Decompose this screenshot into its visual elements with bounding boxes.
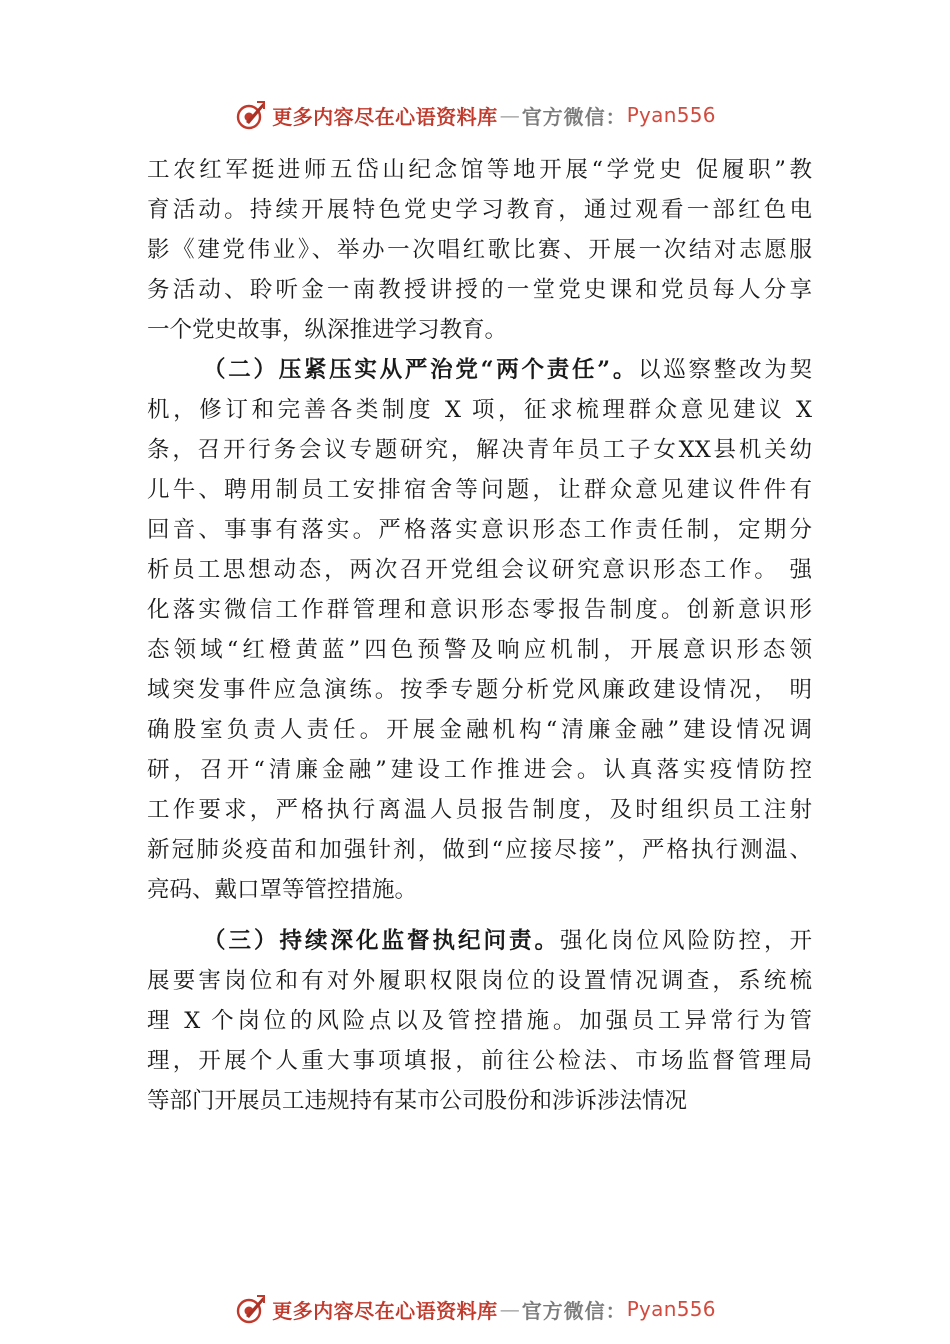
text-line: 化落实微信工作群管理和意识形态零报告制度。创新意识形: [147, 597, 812, 623]
text-line: 确股室负责人责任。开展金融机构“清廉金融”建设情况调: [147, 717, 812, 743]
text-line: 一个党史故事，纵深推进学习教育。: [147, 317, 508, 343]
text-line: 态领域“红橙黄蓝”四色预警及响应机制，开展意识形态领: [147, 637, 812, 663]
text-line: 析员工思想动态，两次召开党组会议研究意识形态工作。 强: [147, 557, 812, 583]
banner-official: 官方微信：: [521, 1298, 627, 1323]
paragraph-3: [147, 921, 812, 1121]
paragraph-2: [147, 350, 812, 910]
text-line: 机，修订和完善各类制度 X 项，征求梳理群众意见建议 X: [147, 397, 812, 423]
text-span: 强化岗位风险防控，开: [559, 928, 812, 954]
logo-icon: [234, 98, 268, 132]
logo-icon: [234, 1292, 268, 1326]
text-line: 等部门开展员工违规持有某市公司股份和涉诉涉法情况: [147, 1088, 688, 1114]
footer-banner: [0, 1289, 950, 1329]
text-line: [147, 350, 812, 390]
text-line: 新冠肺炎疫苗和加强针剂，做到“应接尽接”，严格执行测温、: [147, 837, 812, 863]
text-line: 亮码、戴口罩等管控措施。: [147, 877, 418, 903]
banner-text: 更多内容尽在心语资料库: [272, 1298, 498, 1323]
section-heading-2: （二）压紧压实从严治党“两个责任”。: [203, 357, 639, 383]
banner-handle: Pyan556: [626, 103, 716, 127]
banner-dash: —: [499, 103, 520, 127]
text-span: 以巡察整改为契: [638, 357, 812, 383]
text-line: 理，开展个人重大事项填报，前往公检法、市场监督管理局: [147, 1048, 812, 1074]
document-body: [147, 150, 812, 1121]
text-line: 务活动、聆听金一南教授讲授的一堂党史课和党员每人分享: [147, 277, 812, 303]
banner-handle: Pyan556: [626, 1297, 716, 1321]
header-banner: [0, 95, 950, 135]
text-line: 工作要求，严格执行离温人员报告制度，及时组织员工注射: [147, 797, 812, 823]
banner-official: 官方微信：: [521, 104, 627, 129]
text-line: 展要害岗位和有对外履职权限岗位的设置情况调查，系统梳: [147, 968, 812, 994]
banner-dash: —: [499, 1297, 520, 1321]
banner-text: 更多内容尽在心语资料库: [272, 104, 498, 129]
text-line: 影《建党伟业》、举办一次唱红歌比赛、开展一次结对志愿服: [147, 237, 812, 263]
text-line: 理 X 个岗位的风险点以及管控措施。加强员工异常行为管: [147, 1008, 812, 1034]
text-line: 育活动。持续开展特色党史学习教育，通过观看一部红色电: [147, 197, 812, 223]
text-line: 回音、事事有落实。严格落实意识形态工作责任制，定期分: [147, 517, 812, 543]
section-heading-3: （三）持续深化监督执纪问责。: [203, 928, 560, 954]
text-line: 条，召开行务会议专题研究，解决青年员工子女XX县机关幼: [147, 437, 812, 463]
text-line: 域突发事件应急演练。按季专题分析党风廉政建设情况， 明: [147, 677, 812, 703]
text-line: 儿⽜、聘用制员工安排宿舍等问题，让群众意见建议件件有: [147, 477, 812, 503]
text-line: 工农红军挺进师五岱山纪念馆等地开展“学党史 促履职”教: [147, 157, 812, 183]
paragraph-1: [147, 150, 812, 350]
text-line: 研，召开“清廉金融”建设工作推进会。认真落实疫情防控: [147, 757, 812, 783]
text-line: [147, 921, 812, 961]
